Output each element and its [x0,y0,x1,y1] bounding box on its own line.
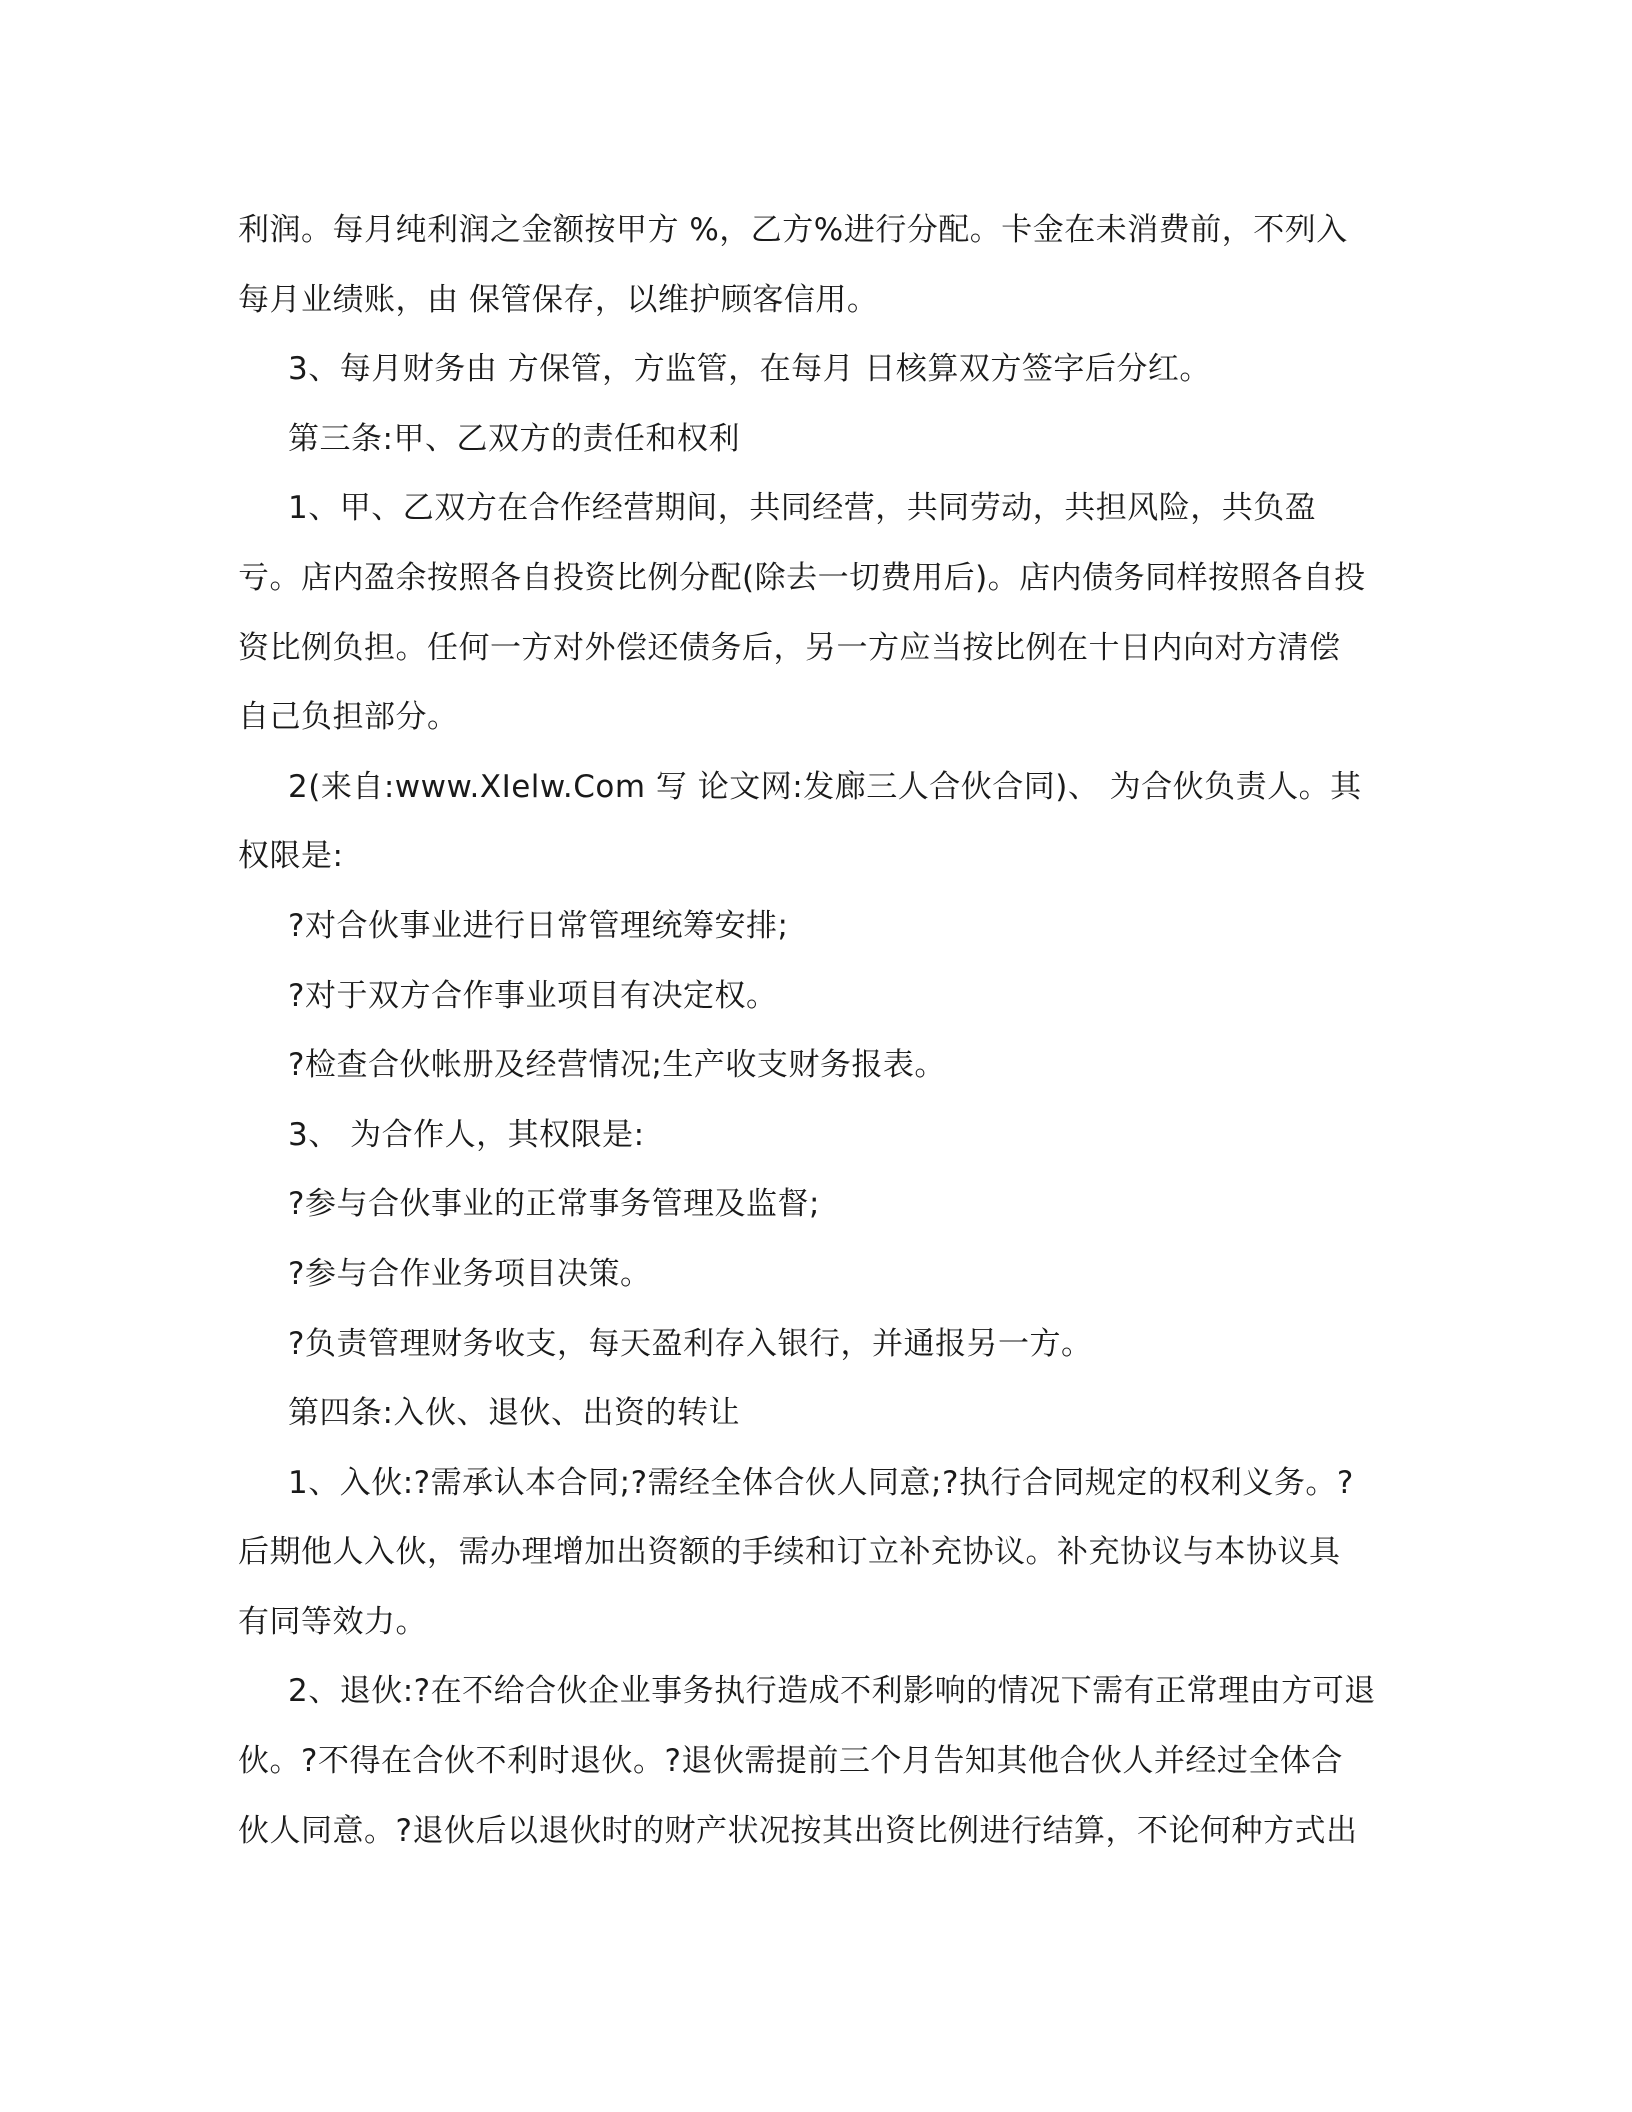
text-line: 后期他人入伙，需办理增加出资额的手续和订立补充协议。补充协议与本协议具 [238,1534,1341,1571]
text-line: 每月业绩账，由 保管保存，以维护顾客信用。 [238,281,879,318]
text-line: ?负责管理财务收支，每天盈利存入银行，并通报另一方。 [288,1325,1093,1362]
text-line: 权限是: [238,838,344,875]
text-line: ?对合伙事业进行日常管理统筹安排; [288,907,789,944]
text-line: 第三条:甲、乙双方的责任和权利 [288,420,740,457]
text-line: 利润。每月纯利润之金额按甲方 %，乙方%进行分配。卡金在未消费前，不列入 [238,212,1348,248]
text-line: 1、甲、乙双方在合作经营期间，共同经营，共同劳动，共担风险，共负盈 [288,490,1317,527]
text-line: 1、入伙:?需承认本合同;?需经全体合伙人同意;?执行合同规定的权利义务。? [288,1464,1354,1501]
document-body [238,196,1398,1866]
text-line: 2、退伙:?在不给合伙企业事务执行造成不利影响的情况下需有正常理由方可退 [288,1673,1376,1710]
text-line: 亏。店内盈余按照各自投资比例分配(除去一切费用后)。店内债务同样按照各自投 [238,559,1366,596]
text-line: ?参与合伙事业的正常事务管理及监督; [288,1186,820,1223]
text-line: 资比例负担。任何一方对外偿还债务后，另一方应当按比例在十日内向对方清偿 [238,629,1341,666]
text-line: 3、每月财务由 方保管，方监管，在每月 日核算双方签字后分红。 [288,351,1211,388]
text-line: 自己负担部分。 [238,699,459,736]
text-line: ?检查合伙帐册及经营情况;生产收支财务报表。 [288,1047,946,1084]
text-line: ?参与合作业务项目决策。 [288,1255,652,1292]
text-line: 伙人同意。?退伙后以退伙时的财产状况按其出资比例进行结算，不论何种方式出 [238,1812,1358,1849]
text-line: 2(来自:www.XIelw.Com 写 论文网:发廊三人合伙合同)、 为合伙负责人。其 [288,768,1362,805]
text-line: 伙。?不得在合伙不利时退伙。?退伙需提前三个月告知其他合伙人并经过全体合 [238,1743,1343,1780]
text-line: 3、 为合作人，其权限是: [288,1116,645,1153]
text-line: 有同等效力。 [238,1603,427,1640]
text-line: ?对于双方合作事业项目有决定权。 [288,977,778,1014]
text-line: 第四条:入伙、退伙、出资的转让 [288,1395,740,1432]
